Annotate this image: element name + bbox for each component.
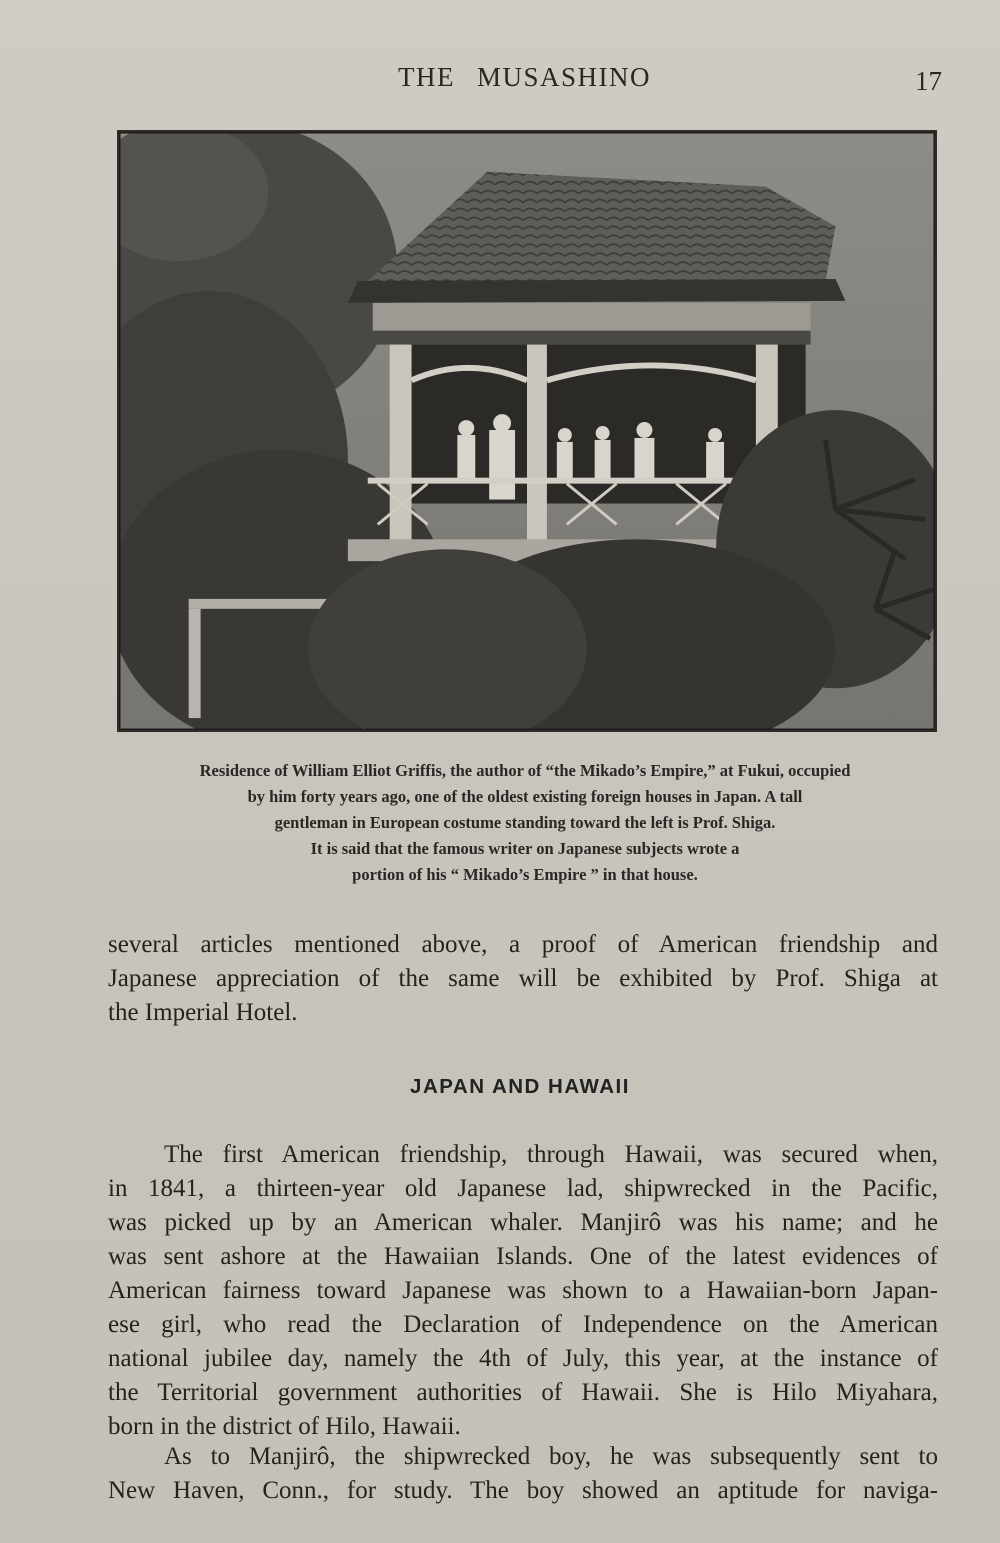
house-photo-icon — [119, 132, 935, 730]
text-line: The first American friendship, through Hawaii, was secured when, — [164, 1141, 938, 1168]
section-heading: JAPAN AND HAWAII — [410, 1075, 630, 1098]
running-head — [398, 62, 651, 93]
caption-line: gentleman in European costume standing toward the left is Prof. Shiga. — [274, 813, 776, 832]
text-line: ese girl, who read the Declaration of Independence on the American — [108, 1311, 938, 1338]
text-line: New Haven, Conn., for study. The boy showed an aptitude for naviga- — [108, 1477, 938, 1504]
caption-line: by him forty years ago, one of the oldest existing foreign houses in Japan. A tall — [247, 787, 803, 806]
running-head-word-2: MUSASHINO — [476, 62, 652, 92]
text-line: As to Manjirô, the shipwrecked boy, he was subsequently sent to — [164, 1443, 938, 1470]
text-line: in 1841, a thirteen-year old Japanese lad, shipwrecked in the Pacific, — [108, 1175, 938, 1202]
caption-line: It is said that the famous writer on Japanese subjects wrote a — [310, 839, 740, 858]
caption-line: Residence of William Elliot Griffis, the author of “the Mikado’s Empire,” at Fukui, occupied — [199, 761, 851, 780]
photo-caption — [90, 758, 960, 888]
text-line: born in the district of Hilo, Hawaii. — [108, 1413, 461, 1440]
text-line: was sent ashore at the Hawaiian Islands. One of the latest evidences of — [108, 1243, 938, 1270]
text-line: Japanese appreciation of the same will be exhibited by Prof. Shiga at — [108, 965, 938, 992]
running-head-word-1: THE — [398, 62, 455, 92]
paragraph-japan-hawaii — [108, 1138, 938, 1444]
paragraph-manjiro — [108, 1440, 938, 1508]
text-line: the Imperial Hotel. — [108, 999, 298, 1026]
caption-line: portion of his “ Mikado’s Empire ” in that house. — [352, 865, 698, 884]
text-line: was picked up by an American whaler. Manjirô was his name; and he — [108, 1209, 938, 1236]
text-line: the Territorial government authorities of Hawaii. She is Hilo Miyahara, — [108, 1379, 938, 1406]
text-line: several articles mentioned above, a proof of American friendship and — [108, 931, 938, 958]
page-number: 17 — [915, 66, 942, 96]
text-line: national jubilee day, namely the 4th of July, this year, at the instance of — [108, 1345, 938, 1372]
photograph — [117, 130, 937, 732]
text-line: American fairness toward Japanese was shown to a Hawaiian-born Japan- — [108, 1277, 938, 1304]
paragraph-continued — [108, 928, 938, 1030]
